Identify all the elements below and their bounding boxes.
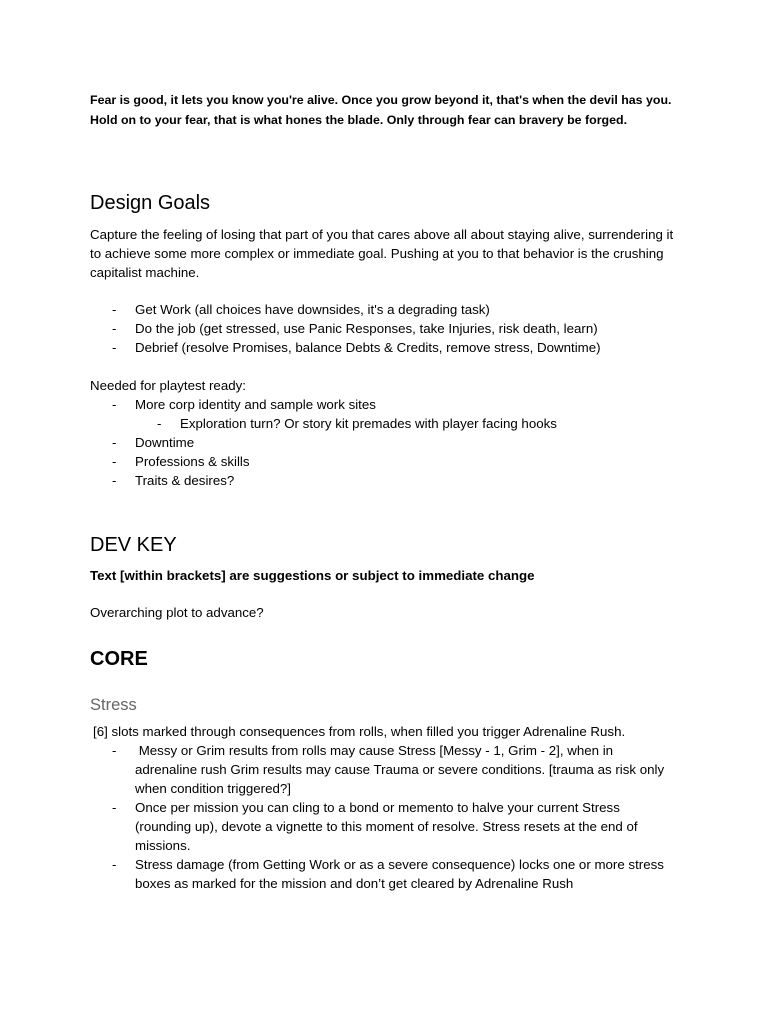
dev-key-note: Text [within brackets] are suggestions or subject to immediate change (90, 568, 535, 583)
dev-key-heading: DEV KEY (90, 534, 177, 556)
stress-list (90, 741, 668, 893)
design-goals-intro: Capture the feeling of losing that part of you that cares above all about staying alive, surrendering it to achieve some more complex or immediate goal. Pushing at you to that behavior is the crushing capitalist machine. (90, 227, 674, 280)
stress-intro: [6] slots marked through consequences from rolls, when filled you trigger Adrenaline Rush. (93, 724, 626, 739)
list-item: - Debrief (resolve Promises, balance Debts & Credits, remove stress, Downtime) (112, 340, 601, 355)
list-item: - Traits & desires? (112, 473, 235, 488)
list-item: - Professions & skills (112, 454, 250, 469)
design-goals-list (90, 300, 670, 357)
stress-heading: Stress (90, 696, 137, 714)
list-item: - Do the job (get stressed, use Panic Responses, take Injuries, risk death, learn) (112, 321, 598, 336)
list-item: - Stress damage (from Getting Work or as a severe consequence) locks one or more stress boxes as marked for the mission and don’t get cleared by Adrenaline Rush (112, 857, 664, 891)
list-item: - More corp identity and sample work sites (112, 397, 376, 412)
list-item: - Messy or Grim results from rolls may cause Stress [Messy - 1, Grim - 2], when in adrenaline rush Grim results may cause Trauma or severe conditions. [trauma as risk only when condition triggered?] (112, 743, 668, 796)
design-goals-heading: Design Goals (90, 192, 211, 214)
dev-key-question: Overarching plot to advance? (90, 605, 264, 620)
list-item: - Once per mission you can cling to a bond or memento to halve your current Stress (rounding up), devote a vignette to this moment of resolve. Stress resets at the end of missions. (112, 800, 638, 853)
list-item: - Get Work (all choices have downsides, it's a degrading task) (112, 302, 490, 317)
playtest-label: Needed for playtest ready: (90, 378, 246, 393)
list-item: - Downtime (112, 435, 195, 450)
list-item: - Exploration turn? Or story kit premades with player facing hooks (157, 416, 557, 431)
core-heading: CORE (90, 648, 148, 670)
playtest-list (90, 395, 670, 490)
epigraph-quote: Fear is good, it lets you know you're alive. Once you grow beyond it, that's when the devil has you. Hold on to your fear, that is what hones the blade. Only through fear can bravery be forged. (90, 93, 672, 127)
